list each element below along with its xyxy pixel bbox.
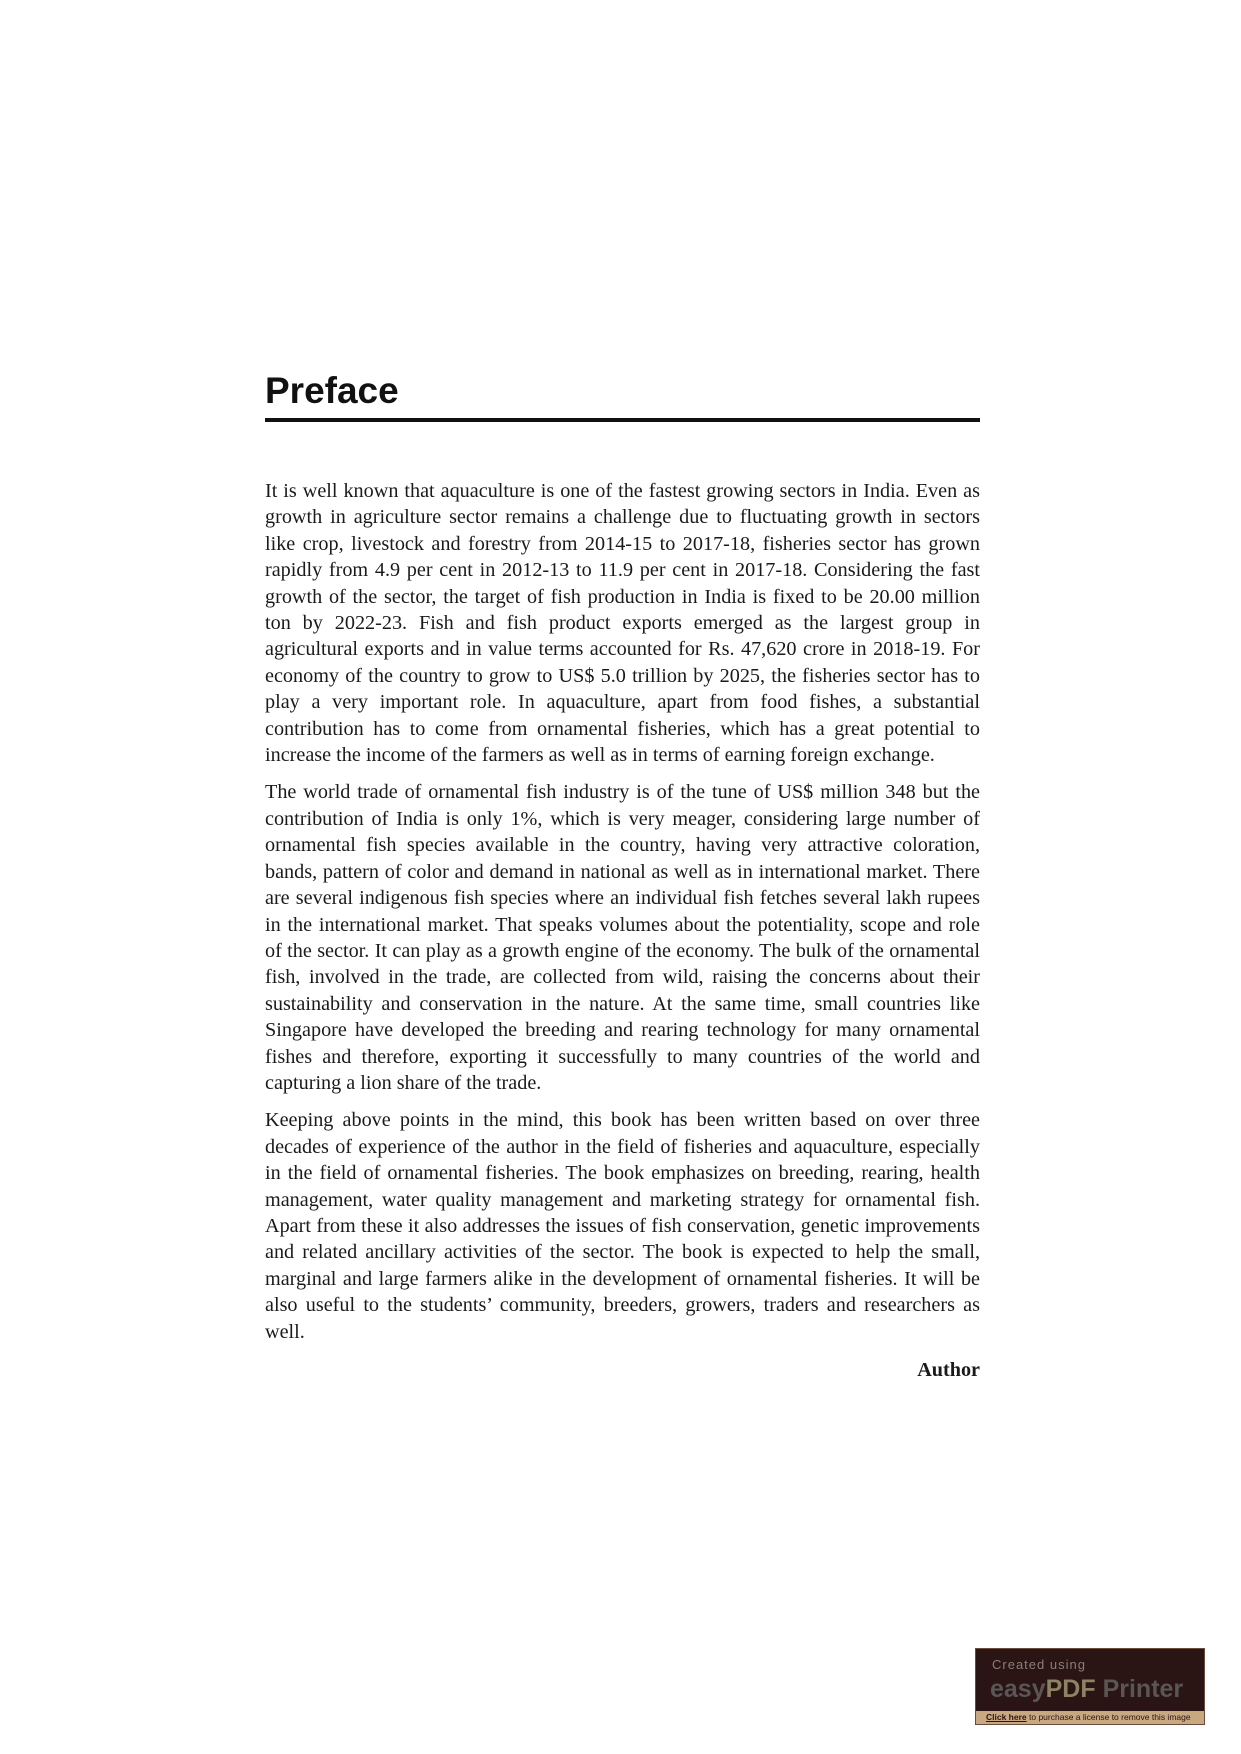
- watermark-brand-suffix: Printer: [1095, 1675, 1184, 1703]
- watermark-brand: [990, 1675, 1183, 1704]
- page-title: Preface: [265, 370, 399, 411]
- author-signature: Author: [917, 1359, 980, 1381]
- easypdf-watermark-badge: [975, 1648, 1205, 1725]
- watermark-brand-highlight: PDF: [1045, 1675, 1096, 1703]
- paragraph-2: The world trade of ornamental fish industry is of the tune of US$ million 348 but the contribution of India is only 1%, which is very meager, considering large number of ornamental fish species available in the country, having very attractive coloration, bands, pattern of color and demand in national as well as in international market. There are several indigenous fish species where an individual fish fetches several lakh rupees in the international market. That speaks volumes about the potentiality, scope and role of the sector. It can play as a growth engine of the economy. The bulk of the ornamental fish, involved in the trade, are collected from wild, raising the concerns about their sustainability and conservation in the nature. At the same time, small countries like Singapore have developed the breeding and rearing technology for many ornamental fishes and therefore, exporting it successfully to many countries of the world and capturing a lion share of the trade.: [265, 781, 980, 1094]
- preface-body: [265, 478, 980, 1394]
- watermark-footer: [976, 1711, 1204, 1724]
- paragraph-1: It is well known that aquaculture is one of the fastest growing sectors in India. Even as growth in agriculture sector remains a challenge due to fluctuating growth in sectors like crop, livestock and forestry from 2014-15 to 2017-18, fisheries sector has grown rapidly from 4.9 per cent in 2012-13 to 11.9 per cent in 2017-18. Considering the fast growth of the sector, the target of fish production in India is fixed to be 20.00 million ton by 2022-23. Fish and fish product exports emerged as the largest group in agricultural exports and in value terms accounted for Rs. 47,620 crore in 2018-19. For economy of the country to grow to US$ 5.0 trillion by 2025, the fisheries sector has to play a very important role. In aquaculture, apart from food fishes, a substantial contribution has to come from ornamental fisheries, which has a great potential to increase the income of the farmers as well as in terms of earning foreign exchange.: [265, 480, 980, 767]
- title-underline: [265, 418, 980, 422]
- purchase-license-link[interactable]: Click here: [986, 1712, 1027, 1722]
- watermark-brand-prefix: easy: [990, 1675, 1046, 1703]
- watermark-created-using: Created using: [992, 1657, 1086, 1672]
- paragraph-3: Keeping above points in the mind, this book has been written based on over three decades of experience of the author in the field of fisheries and aquaculture, especially in the field of ornamental fisheries. The book emphasizes on breeding, rearing, health management, water quality management and marketing strategy for ornamental fish. Apart from these it also addresses the issues of fish conservation, genetic improvements and related ancillary activities of the sector. The book is expected to help the small, marginal and large farmers alike in the development of ornamental fisheries. It will be also useful to the students’ community, breeders, growers, traders and researchers as well.: [265, 1109, 980, 1343]
- watermark-footer-text: to purchase a license to remove this image: [1026, 1712, 1191, 1722]
